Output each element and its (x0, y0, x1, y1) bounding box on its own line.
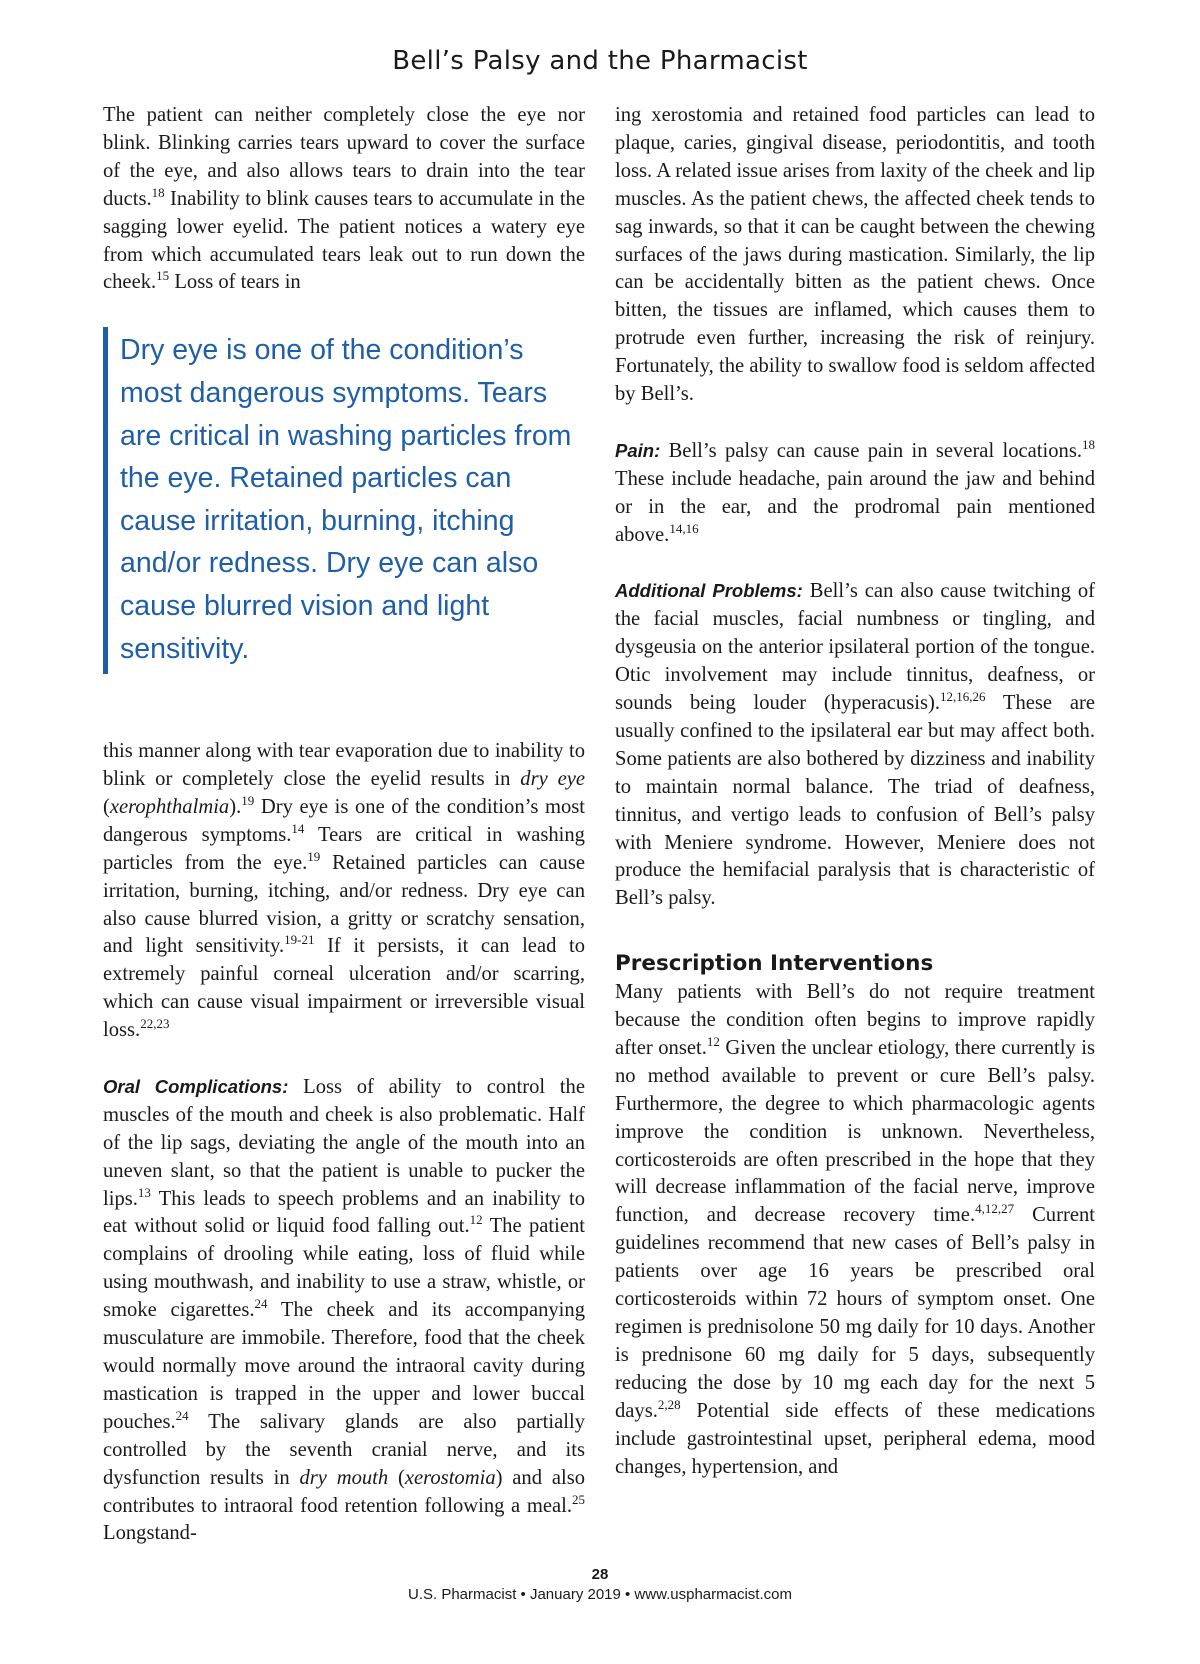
paragraph-dry-eye: this manner along with tear evaporation due to inability to blink or completely close the eyelid results in dry eye (xerophthalmia).$^{19}$ Dry eye is one of the condition’s most dangerous symptoms.$^{14}$ Tears are critical in washing particles from the eye.$^{19}$ Retained particles can cause irritation, burning, itching, and/or redness. Dry eye can also cause blurred vision, a gritty or scratchy sensation, and light sensitivity.$^{19-21}$ If it persists, it can lead to extremely painful corneal ulceration and/or scarring, which can cause visual impairment or irreversible visual loss.$^{22,23}$ (103, 740, 586, 1042)
left-column (103, 102, 585, 1548)
pull-quote: Dry eye is one of the condition’s most dangerous symptoms. Tears are critical in washing particles from the eye. Retained particles can cause irritation, burning, itching and/or redness. Dry eye can also cause blurred vision and light sensitivity. (103, 327, 585, 674)
paragraph-tear-loss: The patient can neither completely close the eye nor blink. Blinking carries tears upward to cover the surface of the eye, and also allows tears to drain into the tear ducts.$^{18}$ Inability to blink causes tears to accumulate in the sagging lower eyelid. The patient notices a watery eye from which accumulated tears leak out to run down the cheek.$^{15}$ Loss of tears in (103, 104, 585, 294)
oral-complications-label: Oral Complications: (103, 1075, 289, 1097)
paragraph-xerostomia: ing xerostomia and retained food particles can lead to plaque, caries, gingival disease, periodontitis, and tooth loss. A related issue arises from laxity of the cheek and lip muscles. As the patient chews, the affected cheek tends to sag inwards, so that it can be caught between the chewing surfaces of the jaws during mastication. Similarly, the lip can be accidentally bitten as the patient chews. Once bitten, the tissues are inflamed, which causes them to protrude even further, increasing the risk of reinjury. Fortunately, the ability to swallow food is seldom affected by Bell’s. (615, 104, 1095, 406)
paragraph-prescription: Many patients with Bell’s do not require treatment because the condition often begins to improve rapidly after onset.$^{12}$ Given the unclear etiology, there currently is no method available to prevent or cure Bell’s palsy. Furthermore, the degree to which pharmacologic agents improve the condition is unknown. Nevertheless, corticosteroids are often prescribed in the hope that they will decrease inflammation of the facial nerve, improve function, and decrease recovery time.$^{4,12,27}$ Current guidelines recommend that new cases of Bell’s palsy in patients over age 16 years be prescribed oral corticosteroids within 72 hours of symptom onset. One regimen is prednisolone 50 mg daily for 10 days. Another is prednisone 60 mg daily for 5 days, subsequently reducing the dose by 10 mg each day for the next 5 days.$^{2,28}$ Potential side effects of these medications include gastrointestinal upset, peripheral edema, mood changes, hypertension, and (615, 981, 1095, 1478)
right-column (615, 102, 1095, 1481)
journal-citation: U.S. Pharmacist • January 2019 • www.uspharmacist.com (408, 1586, 792, 1603)
page-number: 28 (591, 1566, 609, 1583)
pain-label: Pain: (615, 439, 661, 461)
paragraph-oral-complications: Oral Complications: Loss of ability to control the muscles of the mouth and cheek is also problematic. Half of the lip sags, deviating the angle of the mouth into an uneven slant, so that the patient is unable to pucker the lips.$^{13}$ This leads to speech problems and an inability to eat without solid or liquid food falling out.$^{12}$ The patient complains of drooling while eating, loss of fluid while using mouthwash, and inability to use a straw, whistle, or smoke cigarettes.$^{24}$ The cheek and its accompanying musculature are immobile. Therefore, food that the cheek would normally move around the intraoral cavity during mastication is trapped in the upper and lower buccal pouches.$^{24}$ The salivary glands are also partially controlled by the seventh cranial nerve, and its dysfunction results in dry mouth (xerostomia) and also contributes to intraoral food retention following a meal.$^{25}$ Longstand- (103, 1075, 586, 1545)
running-header: Bell’s Palsy and the Pharmacist (392, 46, 808, 76)
paragraph-pain: Pain: Bell’s palsy can cause pain in several locations.$^{18}$ These include headache, pain around the jaw and behind or in the ear, and the prodromal pain mentioned above.$^{14,16}$ (615, 437, 1095, 546)
paragraph-additional-problems: Additional Problems: Bell’s can also cause twitching of the facial muscles, facial numbness or tingling, and dysgeusia on the anterior ipsilateral portion of the tongue. Otic involvement may include tinnitus, deafness, or sounds being louder (hyperacusis).$^{12,16,26}$ These are usually confined to the ipsilateral ear but may affect both. Some patients are also bothered by dizziness and inability to maintain normal balance. The triad of deafness, tinnitus, and vertigo leads to confusion of Bell’s palsy with Meniere syndrome. However, Meniere does not produce the hemifacial paralysis that is characteristic of Bell’s palsy. (615, 580, 1095, 910)
additional-problems-label: Additional Problems: (615, 580, 803, 602)
page-footer (0, 1565, 1200, 1605)
section-heading: Prescription Interventions (615, 951, 934, 977)
